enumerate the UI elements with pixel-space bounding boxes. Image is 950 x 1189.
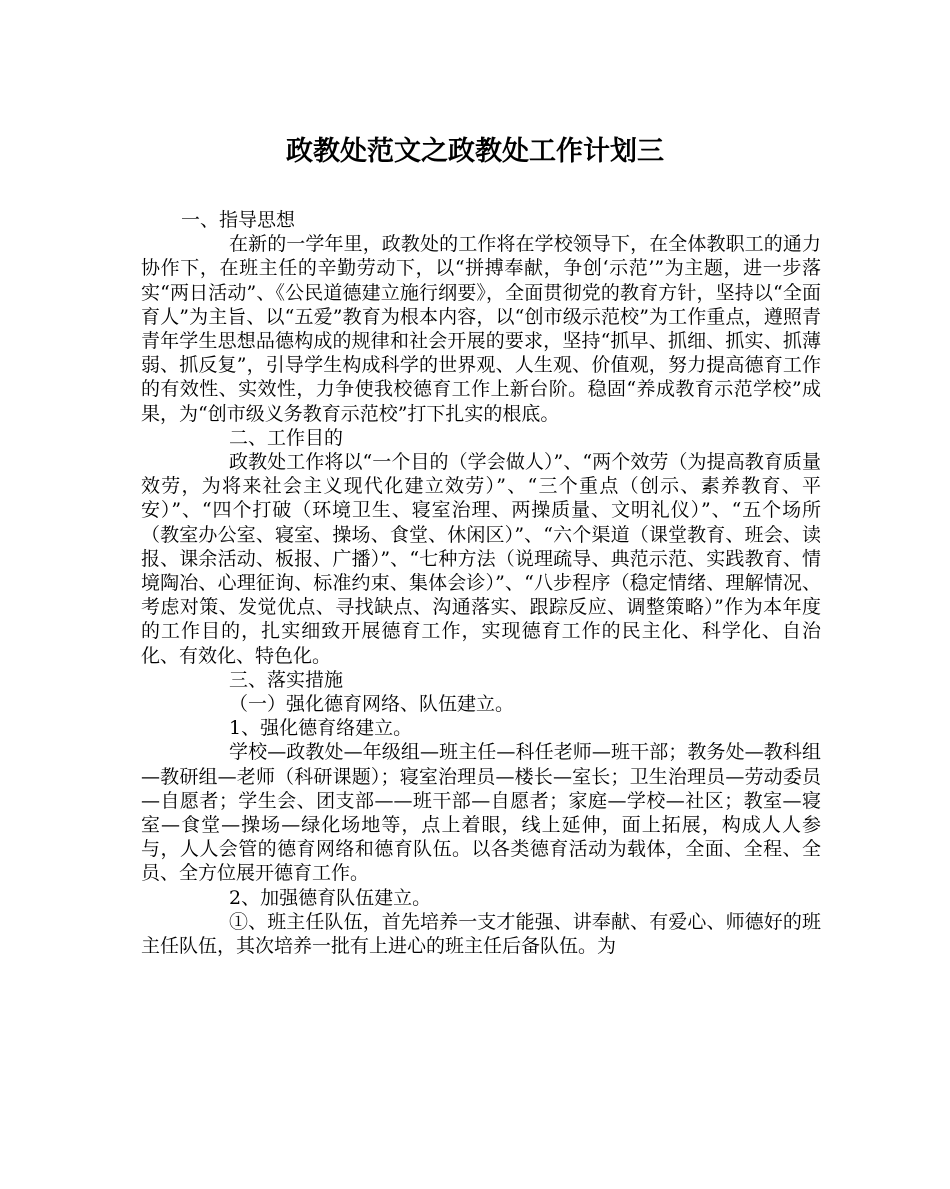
- subsection-heading: （一）强化德育网络、队伍建立。: [229, 693, 515, 716]
- body-paragraph: 在新的一学年里，政教处的工作将在学校领导下，在全体教职工的通力协作下，在班主任的辛勤劳动下，以“拼搏奉献，争创‘示范’”为主题，进一步落实“两日活动”、《公民道德建立施行纲要》，全面贯彻党的教育方针，坚持以“全面育人”为主旨、以“五爱”教育为根本内容，以“创市级示范校”为工作重点，遵照青青年学生思想品德构成的规律和社会开展的要求，坚持“抓早、抓细、抓实、抓薄弱、抓反复”，引导学生构成科学的世界观、人生观、价值观，努力提高德育工作的有效性、实效性，力争使我校德育工作上新台阶。稳固“养成教育示范学校”成果，为“创市级义务教育示范校”打下扎实的根底。: [141, 233, 821, 425]
- section-heading-work-goals: 二、工作目的: [229, 426, 344, 449]
- body-paragraph: 政教处工作将以“一个目的（学会做人）”、“两个效劳（为提高教育质量效劳，为将来社会主义现代化建立效劳）”、“三个重点（创示、素养教育、平安）”、“四个打破（环境卫生、寝室治理、两操质量、文明礼仪）”、“五个场所（教室办公室、寝室、操场、食堂、休闲区）”、“六个渠道（课堂教育、班会、读报、课余活动、板报、广播）”、“七种方法（说理疏导、典范示范、实践教育、情境陶冶、心理征询、标准约束、集体会诊）”、“八步程序（稳定情绪、理解情况、考虑对策、发觉优点、寻找缺点、沟通落实、跟踪反应、调整策略）”作为本年度的工作目的，扎实细致开展德育工作，实现德育工作的民主化、科学化、自治化、有效化、特色化。: [141, 451, 821, 667]
- numbered-item-heading: 1、强化德育络建立。: [229, 717, 413, 740]
- section-heading-guiding-ideology: 一、指导思想: [181, 209, 296, 231]
- section-heading-measures: 三、落实措施: [229, 668, 344, 691]
- document-body: [141, 208, 821, 958]
- numbered-item-heading: 2、加强德育队伍建立。: [229, 886, 432, 909]
- document-title: 政教处范文之政教处工作计划三: [286, 136, 664, 167]
- body-paragraph: 学校—政教处—年级组—班主任—科任老师—班干部；教务处—教科组—教研组—老师（科研课题）；寝室治理员—楼长—室长；卫生治理员—劳动委员—自愿者；学生会、团支部——班干部—自愿者；家庭—学校—社区；教室—寝室—食堂—操场—绿化场地等，点上着眼，线上延伸，面上拓展，构成人人参与，人人会管的德育网络和德育队伍。以各类德育活动为载体，全面、全程、全员、全方位展开德育工作。: [141, 741, 821, 885]
- body-paragraph: ①、班主任队伍，首先培养一支才能强、讲奉献、有爱心、师德好的班主任队伍，其次培养一批有上进心的班主任后备队伍。为: [141, 910, 821, 958]
